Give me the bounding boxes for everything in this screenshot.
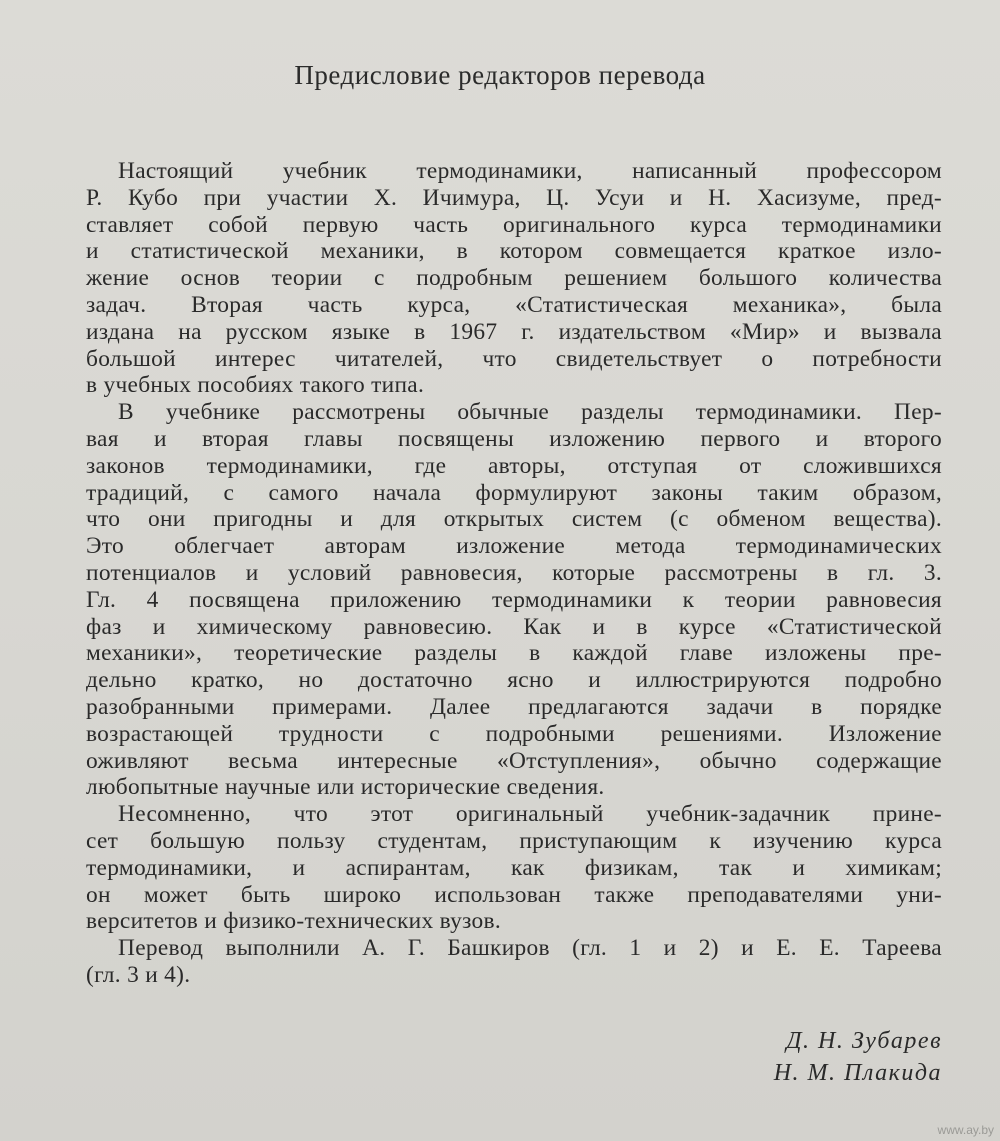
signatures <box>774 1025 942 1089</box>
text-line: разобранными примерами. Далее предлагаются задачи в порядке <box>86 693 942 720</box>
paragraph <box>86 935 942 989</box>
text-line: любопытные научные или исторические сведения. <box>86 774 605 801</box>
signature-name: Н. М. Плакида <box>773 1060 942 1086</box>
text-line: дельно кратко, но достаточно ясно и иллюстрируются подробно <box>86 667 942 694</box>
text-line: большой интерес читателей, что свидетельствует о потребности <box>86 345 942 372</box>
text-line: издана на русском языке в 1967 г. издательством «Мир» и вызвала <box>86 318 942 345</box>
text-line: вая и вторая главы посвящены изложению первого и второго <box>86 425 942 452</box>
text-line: оживляют весьма интересные «Отступления», обычно содержащие <box>86 747 942 774</box>
text-line: жение основ теории с подробным решением большого количества <box>86 265 942 292</box>
paragraph <box>86 801 942 935</box>
text-line: потенциалов и условий равновесия, которые рассмотрены в гл. 3. <box>86 559 942 586</box>
signature-name: Д. Н. Зубарев <box>786 1028 942 1054</box>
text-line: Гл. 4 посвящена приложению термодинамики к теории равновесия <box>86 586 942 613</box>
text-line: Это облегчает авторам изложение метода термодинамических <box>86 533 942 560</box>
text-line: фаз и химическому равновесию. Как и в курсе «Статистической <box>86 613 942 640</box>
body-text <box>86 158 942 989</box>
paragraph <box>86 399 942 801</box>
text-line: Перевод выполнили А. Г. Башкиров (гл. 1 и 2) и Е. Е. Тареева <box>118 935 942 962</box>
text-line: он может быть широко использован также преподавателями уни- <box>86 881 942 908</box>
text-line: Настоящий учебник термодинамики, написанный профессором <box>118 158 942 184</box>
text-line: в учебных пособиях такого типа. <box>86 372 425 399</box>
text-line: ставляет собой первую часть оригинального курса термодинамики <box>86 211 942 238</box>
page-title: Предисловие редакторов перевода <box>294 60 706 90</box>
text-line: сет большую пользу студентам, приступающим к изучению курса <box>86 827 942 854</box>
text-line: Несомненно, что этот оригинальный учебник-задачник прине- <box>118 801 942 828</box>
text-line: механики», теоретические разделы в каждой главе изложены пре- <box>86 640 942 667</box>
watermark: www.ay.by <box>937 1123 994 1137</box>
text-line: возрастающей трудности с подробными решениями. Изложение <box>86 720 942 747</box>
text-line: верситетов и физико-технических вузов. <box>86 908 502 935</box>
text-line: термодинамики, и аспирантам, как физикам, так и химикам; <box>86 854 942 881</box>
text-line: что они пригодны и для открытых систем (с обменом вещества). <box>86 506 942 533</box>
text-line: законов термодинамики, где авторы, отступая от сложившихся <box>86 452 942 479</box>
text-line: В учебнике рассмотрены обычные разделы термодинамики. Пер- <box>118 399 942 426</box>
text-line: задач. Вторая часть курса, «Статистическая механика», была <box>86 291 942 318</box>
text-line: традиций, с самого начала формулируют законы таким образом, <box>86 479 942 506</box>
text-line: (гл. 3 и 4). <box>86 961 191 988</box>
text-line: и статистической механики, в котором совмещается краткое изло- <box>86 238 942 265</box>
paragraph <box>86 158 942 399</box>
text-line: Р. Кубо при участии Х. Ичимура, Ц. Усуи и Н. Хасизуме, пред- <box>86 184 942 211</box>
